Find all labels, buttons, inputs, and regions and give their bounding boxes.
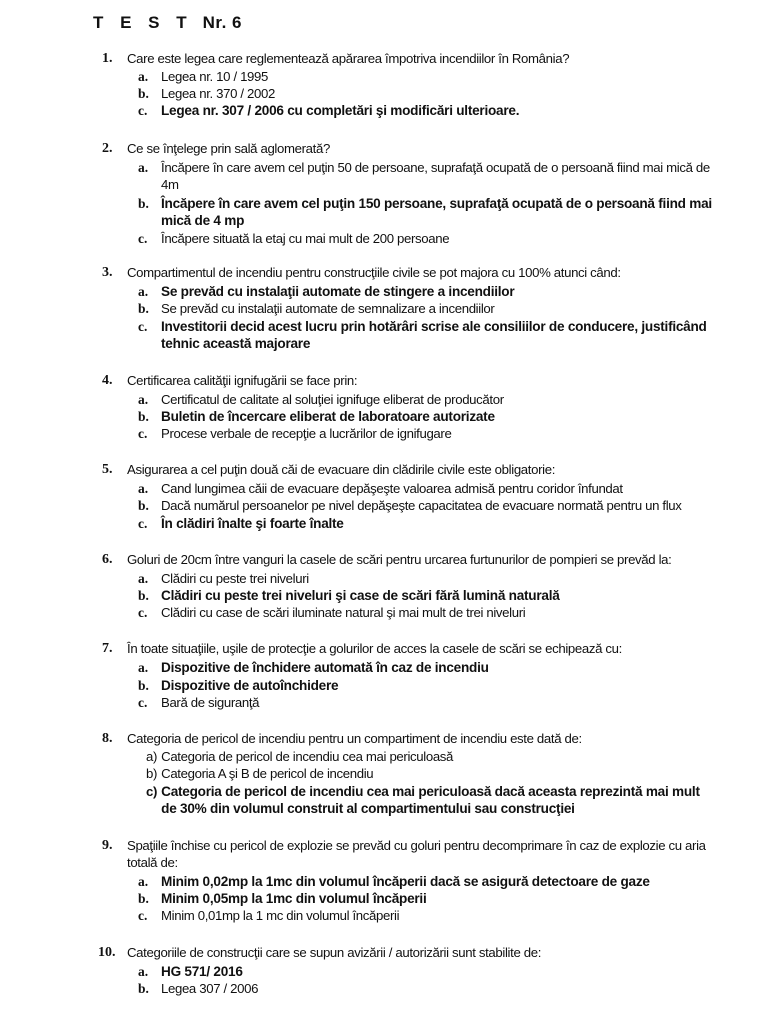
option-text: Clădiri cu peste trei niveluri xyxy=(161,571,309,586)
option-c xyxy=(138,230,712,247)
option-a-answer xyxy=(138,873,712,890)
option-label: b. xyxy=(138,891,149,906)
page-title xyxy=(93,13,242,33)
option-label: a. xyxy=(138,660,149,675)
question-8 xyxy=(102,730,712,817)
option-label: a) xyxy=(146,749,158,764)
option-text: Certificatul de calitate al soluţiei ignifuge eliberat de producător xyxy=(161,392,504,407)
question-number: 7. xyxy=(102,641,113,656)
option-text: Procese verbale de recepţie a lucrărilor de ignifugare xyxy=(161,426,452,441)
question-5 xyxy=(102,461,712,532)
option-label: a. xyxy=(138,284,149,299)
question-text: Certificarea calităţii ignifugării se face prin: xyxy=(127,373,358,388)
option-text: Dispozitive de închidere automată în caz de incendiu xyxy=(161,660,489,675)
option-label: c. xyxy=(138,426,148,441)
question-text: Asigurarea a cel puţin două căi de evacuare din clădirile civile este obligatorie: xyxy=(127,462,556,477)
option-a-answer xyxy=(138,283,712,300)
question-number: 1. xyxy=(102,51,113,66)
question-text: Goluri de 20cm între vanguri la casele de scări pentru urcarea furtunurilor de pompieri se prevăd la: xyxy=(127,552,672,567)
option-label: c. xyxy=(138,908,148,923)
option-a xyxy=(138,480,712,497)
option-label: c. xyxy=(138,695,148,710)
option-b-answer xyxy=(138,195,712,229)
option-text: Se prevăd cu instalaţii automate de semnalizare a incendiilor xyxy=(161,301,495,316)
option-text: Se prevăd cu instalaţii automate de stingere a incendiilor xyxy=(161,284,515,299)
option-text: Încăpere în care avem cel puţin 50 de persoane, suprafaţă ocupată de o persoană fiind mai mică de 4m xyxy=(161,160,710,192)
option-a xyxy=(138,159,712,193)
question-number: 8. xyxy=(102,731,113,746)
option-label: c) xyxy=(146,784,158,799)
option-c-answer xyxy=(146,783,712,817)
question-4 xyxy=(102,372,712,442)
option-text: Dispozitive de autoînchidere xyxy=(161,678,339,693)
option-b-answer xyxy=(138,587,712,604)
option-label: b. xyxy=(138,409,149,424)
option-c-answer xyxy=(138,102,712,119)
question-text: Categoriile de construcţii care se supun avizării / autorizării sunt stabilite de: xyxy=(127,945,542,960)
option-label: c. xyxy=(138,103,148,118)
option-text: Categoria de pericol de incendiu cea mai periculoasă dacă aceasta reprezintă mai mult de 30% din volumul construit al compartimentului sau construcţiei xyxy=(161,784,700,816)
question-number: 6. xyxy=(102,552,113,567)
option-label: b. xyxy=(138,498,149,513)
option-text: Încăpere situată la etaj cu mai mult de 200 persoane xyxy=(161,231,450,246)
title-number: Nr. 6 xyxy=(202,13,242,32)
question-text: Spaţiile închise cu pericol de explozie se prevăd cu goluri pentru decomprimare în caz de explozie cu aria totală de: xyxy=(127,838,706,870)
option-b xyxy=(138,497,712,514)
option-b xyxy=(138,85,712,102)
question-text: Categoria de pericol de incendiu pentru un compartiment de incendiu este dată de: xyxy=(127,731,582,746)
option-a xyxy=(138,68,712,85)
option-label: c. xyxy=(138,605,148,620)
option-text: Încăpere în care avem cel puţin 150 persoane, suprafaţă ocupată de o persoană fiind mai mică de 4 mp xyxy=(161,196,712,228)
option-label: a. xyxy=(138,964,149,979)
option-label: a. xyxy=(138,160,149,175)
option-c-answer xyxy=(138,515,712,532)
question-number: 10. xyxy=(98,945,116,960)
question-text: În toate situaţiile, uşile de protecţie a golurilor de acces la casele de scări se echipează cu: xyxy=(127,641,622,656)
option-text: Dacă numărul persoanelor pe nivel depăşeşte capacitatea de evacuare normată pentru un flux xyxy=(161,498,682,513)
question-6 xyxy=(102,551,712,621)
question-7 xyxy=(102,640,712,711)
option-label: a. xyxy=(138,571,149,586)
title-test: T E S T xyxy=(93,13,193,32)
option-b-answer xyxy=(138,890,712,907)
option-label: a. xyxy=(138,69,149,84)
question-number: 5. xyxy=(102,462,113,477)
option-text: Clădiri cu case de scări iluminate natural şi mai mult de trei niveluri xyxy=(161,605,526,620)
question-number: 3. xyxy=(102,265,113,280)
option-label: c. xyxy=(138,319,148,334)
option-a-answer xyxy=(138,659,712,676)
option-label: b) xyxy=(146,766,158,781)
option-text: Buletin de încercare eliberat de laboratoare autorizate xyxy=(161,409,495,424)
option-a xyxy=(146,748,712,765)
option-label: b. xyxy=(138,301,149,316)
option-label: a. xyxy=(138,392,149,407)
question-text: Compartimentul de incendiu pentru construcţiile civile se pot majora cu 100% atunci când: xyxy=(127,265,621,280)
option-text: Legea nr. 10 / 1995 xyxy=(161,69,269,84)
option-label: b. xyxy=(138,86,149,101)
option-text: Investitorii decid acest lucru prin hotărâri scrise ale consiliilor de conducere, justificând tehnic această majorare xyxy=(161,319,707,351)
option-label: b. xyxy=(138,196,149,211)
option-c-answer xyxy=(138,318,712,352)
option-text: HG 571/ 2016 xyxy=(161,964,243,979)
option-label: b. xyxy=(138,981,149,996)
question-1 xyxy=(102,50,712,119)
option-a xyxy=(138,391,712,408)
option-text: Categoria de pericol de incendiu cea mai periculoasă xyxy=(161,749,454,764)
option-a-answer xyxy=(138,963,712,980)
option-a xyxy=(138,570,712,587)
option-label: a. xyxy=(138,481,149,496)
question-9 xyxy=(102,837,712,924)
option-text: Minim 0,02mp la 1mc din volumul încăperii dacă se asigură detectoare de gaze xyxy=(161,874,650,889)
question-2 xyxy=(102,140,712,247)
option-b-answer xyxy=(138,408,712,425)
option-label: c. xyxy=(138,516,148,531)
question-number: 2. xyxy=(102,141,113,156)
option-text: Minim 0,01mp la 1 mc din volumul încăperii xyxy=(161,908,400,923)
option-text: Bară de siguranţă xyxy=(161,695,260,710)
option-c xyxy=(138,907,712,924)
option-text: Cand lungimea căii de evacuare depăşeşte valoarea admisă pentru coridor înfundat xyxy=(161,481,623,496)
option-text: În clădiri înalte şi foarte înalte xyxy=(161,516,344,531)
option-c xyxy=(138,694,712,711)
option-b xyxy=(146,765,712,782)
option-label: c. xyxy=(138,231,148,246)
question-text: Care este legea care reglementează apărarea împotriva incendiilor în România? xyxy=(127,51,570,66)
option-text: Legea 307 / 2006 xyxy=(161,981,259,996)
option-b-answer xyxy=(138,677,712,694)
question-number: 9. xyxy=(102,838,113,853)
question-10 xyxy=(98,944,712,997)
question-text: Ce se înţelege prin sală aglomerată? xyxy=(127,141,330,156)
option-b xyxy=(138,300,712,317)
option-label: b. xyxy=(138,588,149,603)
option-c xyxy=(138,425,712,442)
question-3 xyxy=(102,264,712,352)
option-label: a. xyxy=(138,874,149,889)
option-b xyxy=(138,980,712,997)
option-text: Minim 0,05mp la 1mc din volumul încăperii xyxy=(161,891,427,906)
option-label: b. xyxy=(138,678,149,693)
option-text: Legea nr. 370 / 2002 xyxy=(161,86,275,101)
option-text: Clădiri cu peste trei niveluri şi case de scări fără lumină naturală xyxy=(161,588,560,603)
option-text: Legea nr. 307 / 2006 cu completări şi modificări ulterioare. xyxy=(161,103,520,118)
option-c xyxy=(138,604,712,621)
option-text: Categoria A şi B de pericol de incendiu xyxy=(161,766,374,781)
question-number: 4. xyxy=(102,373,113,388)
